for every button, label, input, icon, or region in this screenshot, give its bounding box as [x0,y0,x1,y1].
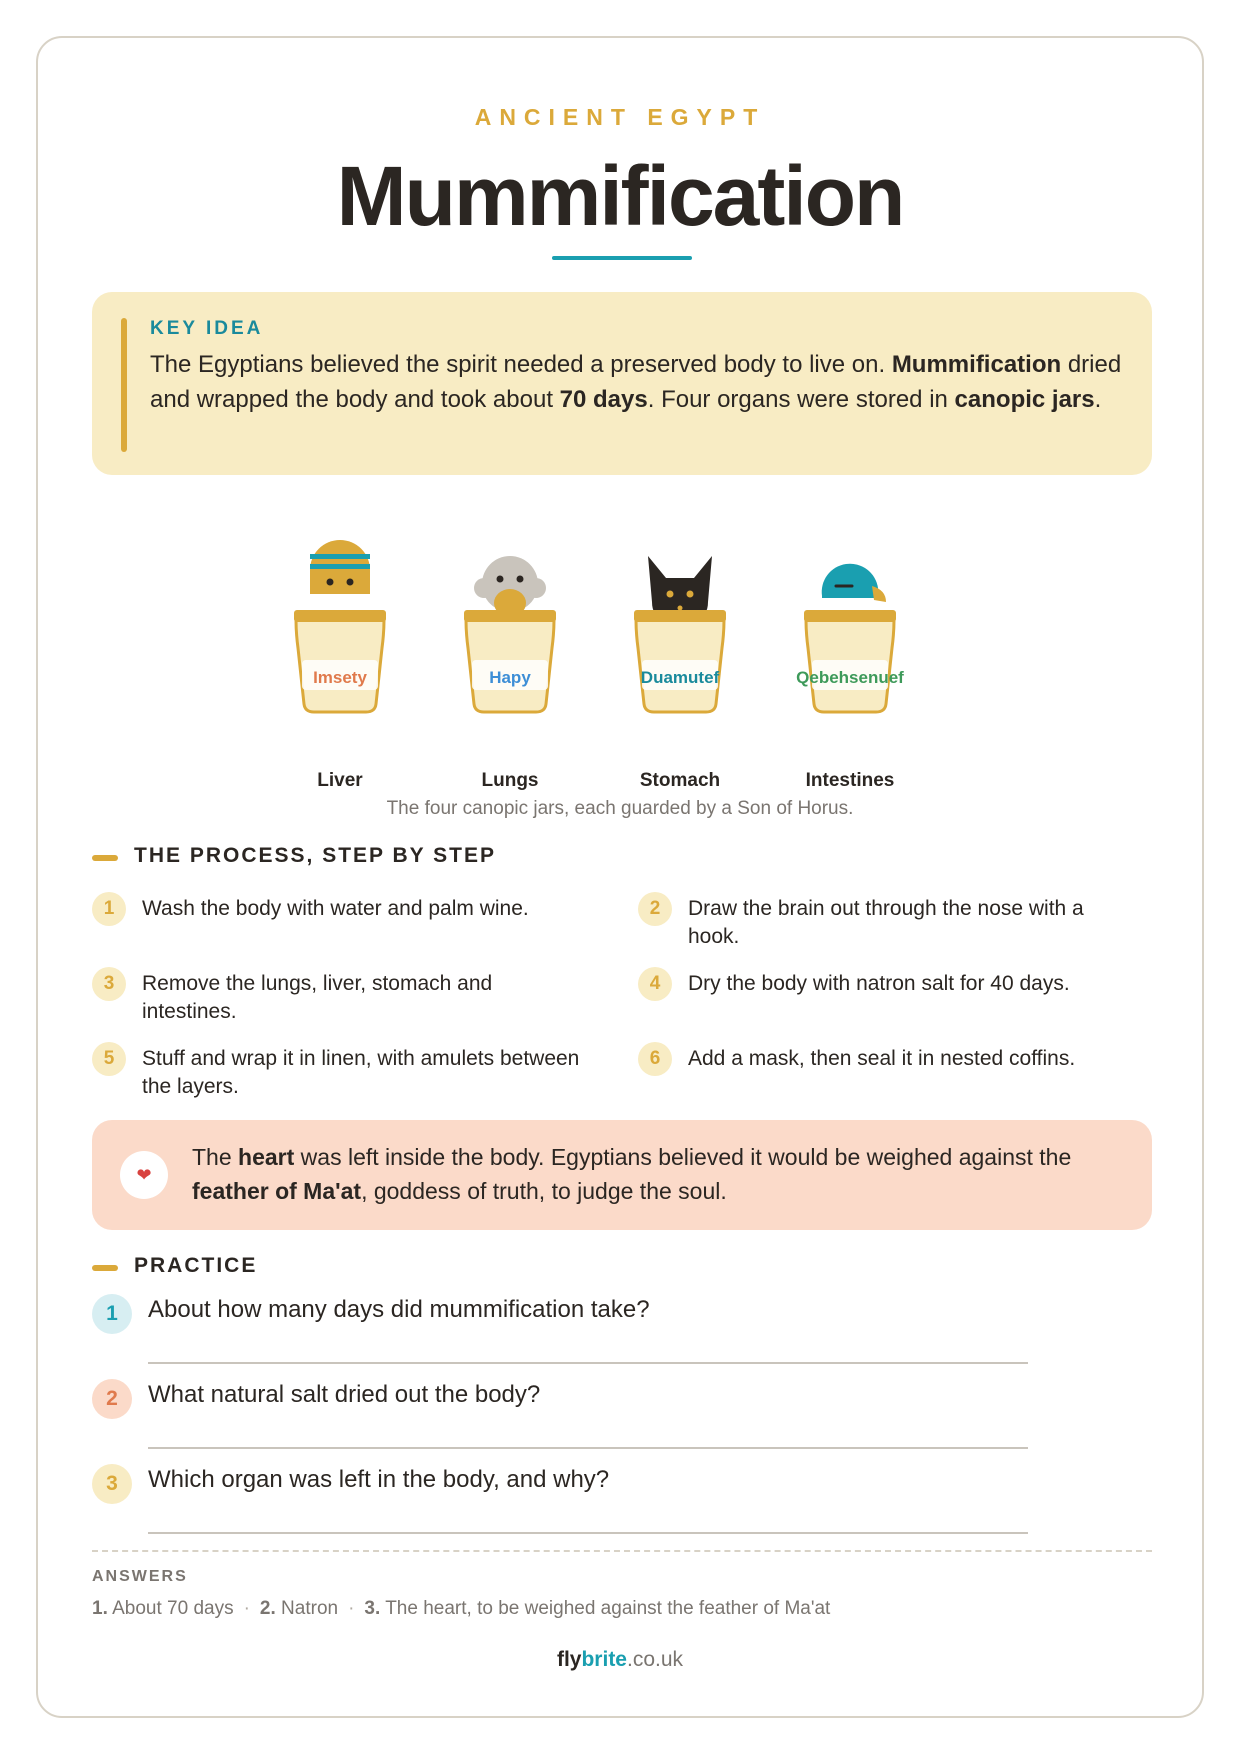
jar-organ-stomach: Stomach [639,770,721,791]
answer-separator: · [243,1598,250,1619]
step-number: 5 [92,1042,126,1076]
canopic-jar-duamutef [610,528,750,791]
note-text-part: , goddess of truth, to judge the soul. [361,1178,727,1204]
answer-separator: · [348,1598,355,1619]
worksheet-page [36,36,1204,1718]
jar-body-icon [610,528,750,728]
canopic-jar-imsety [270,528,410,791]
key-idea-text-part: . [1094,386,1102,413]
jar-organ-lungs: Lungs [481,770,539,791]
step-number: 6 [638,1042,672,1076]
key-idea-text-part: . Four organs were stored in [647,386,955,413]
brand-brite: brite [581,1648,627,1671]
question-text: What natural salt dried out the body? [148,1381,541,1408]
jar-name-imsety: Imsety [313,668,367,687]
answer-line[interactable] [148,1532,1028,1534]
answer-text: About 70 days [112,1598,234,1619]
step-text: Remove the lungs, liver, stomach and intestines. [142,972,493,1023]
heart-note-box [92,1120,1152,1230]
question-number: 1 [92,1294,132,1334]
step-number: 1 [92,892,126,926]
section-dash [92,855,118,861]
jar-body-icon [440,528,580,728]
brand-fly: fly [556,1648,582,1671]
key-idea-line1: The Egyptians believed the spirit needed a preserved body to live on. [150,351,886,378]
practice-question [92,1292,1032,1372]
step-number: 3 [92,967,126,1001]
jar-name-hapy: Hapy [489,668,531,687]
answer-number: 2. [259,1598,276,1619]
heart-note-text [192,1140,1112,1208]
key-term-mummification: Mummification [891,351,1062,378]
section-dash [92,1265,118,1271]
note-term-feather: feather of Ma'at [192,1178,362,1204]
answers-row [92,1598,830,1620]
jar-body-icon [270,528,410,728]
step-text: Stuff and wrap it in linen, with amulets between the layers. [142,1047,580,1098]
practice-section-title: PRACTICE [134,1254,258,1277]
step-text: Add a mask, then seal it in nested coffins. [688,1047,1076,1070]
question-number: 3 [92,1464,132,1504]
subject-eyebrow: ANCIENT EGYPT [474,104,766,130]
question-text: Which organ was left in the body, and why? [148,1466,610,1493]
step-number: 2 [638,892,672,926]
step-text: Wash the body with water and palm wine. [142,897,529,920]
canopic-jar-qebehsenuef [780,528,920,791]
answer-number: 1. [92,1598,108,1619]
answer-line[interactable] [148,1362,1028,1364]
answers-divider [92,1550,1152,1552]
note-text-part: The [192,1144,239,1170]
key-idea-label: KEY IDEA [150,318,264,339]
brand-footer[interactable] [38,1648,1202,1672]
process-section-title: THE PROCESS, STEP BY STEP [134,844,496,867]
answer-text: Natron [281,1598,339,1619]
key-idea-text-part: dried and wrapped the body and took about [150,351,1122,413]
canopic-jar-hapy [440,528,580,791]
note-term-heart: heart [238,1144,295,1170]
answer-number: 3. [364,1598,381,1619]
question-text: About how many days did mummification take? [148,1296,650,1323]
jar-organ-liver: Liver [317,770,363,791]
question-number: 2 [92,1379,132,1419]
step-text: Draw the brain out through the nose with a hook. [688,897,1084,948]
step-text: Dry the body with natron salt for 40 days. [688,972,1070,995]
practice-question [92,1462,1032,1542]
jar-name-qebehsenuef: Qebehsenuef [796,668,904,687]
jar-body-icon [780,528,920,728]
note-text-part: was left inside the body. Egyptians believed it would be weighed against the [294,1144,1072,1170]
answer-line[interactable] [148,1447,1028,1449]
answers-label: ANSWERS [92,1568,188,1585]
brand-domain: .co.uk [627,1648,684,1671]
step-number: 4 [638,967,672,1001]
page-title: Mummification [336,149,904,243]
key-term-70-days: 70 days [559,386,648,413]
heart-icon: ❤ [120,1151,168,1199]
jar-organ-intestines: Intestines [805,770,895,791]
jar-name-duamutef: Duamutef [640,668,720,687]
jars-caption: The four canopic jars, each guarded by a Son of Horus. [386,798,854,819]
answer-text: The heart, to be weighed against the feather of Ma'at [385,1598,831,1619]
key-term-canopic-jars: canopic jars [954,386,1095,413]
practice-question [92,1377,1032,1457]
